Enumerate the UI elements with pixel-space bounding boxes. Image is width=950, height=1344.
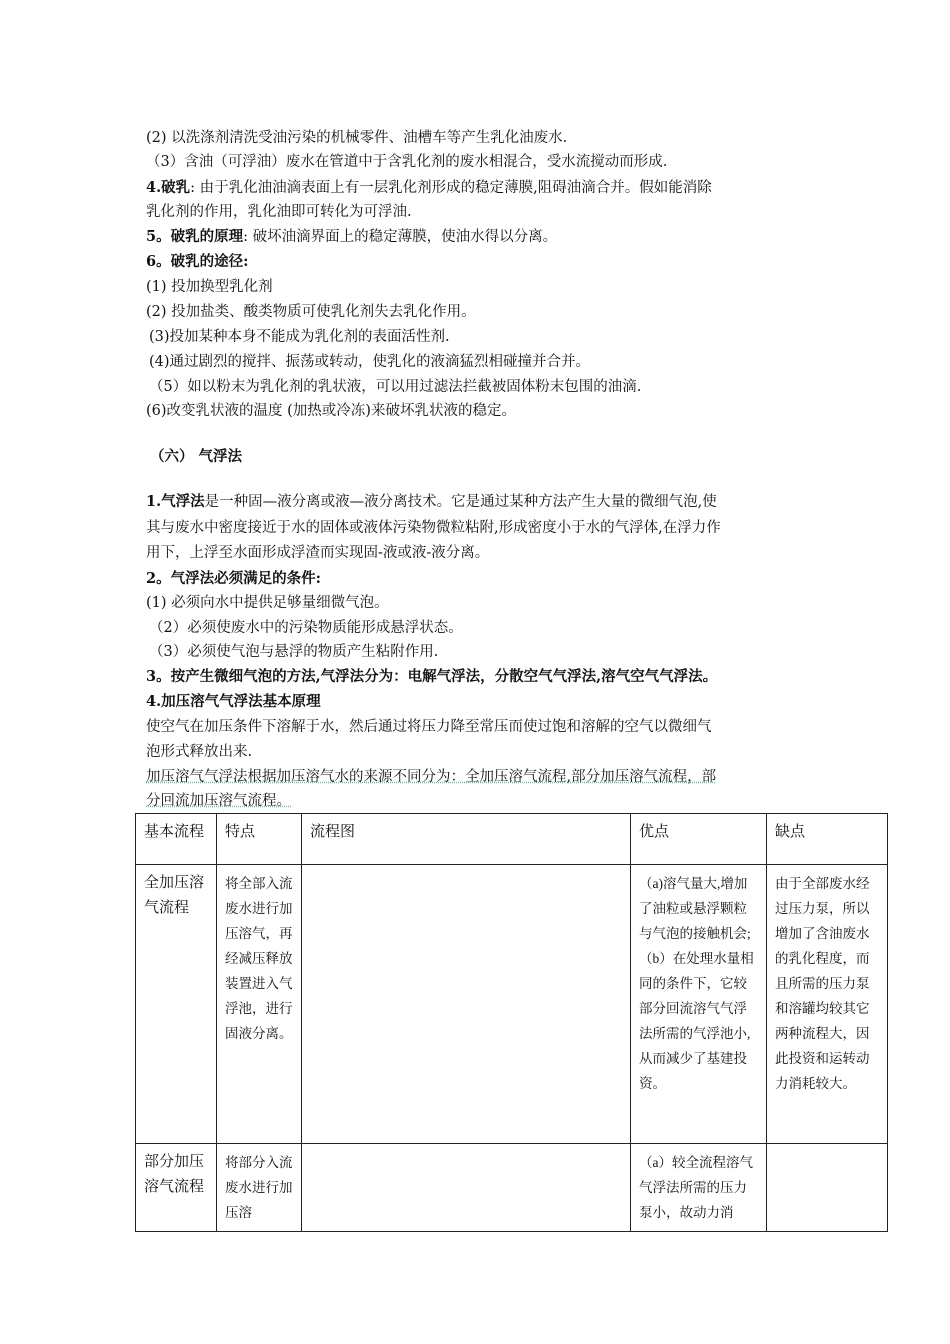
text-line: (6)改变乳状液的温度 (加热或冷冻)来破坏乳状液的稳定。	[146, 403, 516, 419]
text-line: 使空气在加压条件下溶解于水，然后通过将压力降至常压而使过饱和溶解的空气以微细气	[146, 719, 712, 735]
table-row	[136, 865, 888, 1144]
diagram-cell	[302, 1144, 631, 1232]
table-row	[136, 1144, 888, 1232]
text-line: (4)通过剧烈的搅拌、振荡或转动，使乳化的液滴猛烈相碰撞并合并。	[149, 354, 591, 370]
pros-cell: （a)溶气量大,增加了油粒或悬浮颗粒与气泡的接触机会;（b）在处理水量相同的条件下，它较部分回流溶气气浮法所需的气浮池小,从而减少了基建投资。	[631, 865, 767, 1144]
term-heading: 4.破乳	[146, 179, 191, 196]
text-line: (1) 必须向水中提供足够量细微气泡。	[146, 595, 389, 611]
text-line: (1) 投加换型乳化剂	[146, 279, 273, 295]
text-line: （3）必须使气泡与悬浮的物质产生粘附作用.	[149, 644, 439, 660]
diagram-cell	[302, 865, 631, 1144]
term-heading: 1.气浮法	[146, 493, 205, 510]
text-line: (2) 投加盐类、酸类物质可使乳化剂失去乳化作用。	[146, 304, 476, 320]
term-body: 是一种固—液分离或液—液分离技术。它是通过某种方法产生大量的微细气泡,使	[204, 494, 717, 510]
pros-cell: （a）较全流程溶气气浮法所需的压力泵小，故动力消	[631, 1144, 767, 1232]
table-header: 缺点	[767, 814, 888, 865]
text-line: (3)投加某种本身不能成为乳化剂的表面活性剂.	[149, 329, 450, 345]
process-name-cell: 部分加压溶气流程	[136, 1144, 217, 1232]
text-line	[146, 176, 712, 200]
cons-cell	[767, 1144, 888, 1232]
term-body: : 由于乳化油油滴表面上有一层乳化剂形成的稳定薄膜,阻碍油滴合并。假如能消除	[190, 180, 712, 196]
section-title: （六） 气浮法	[150, 448, 243, 465]
text-line: （5）如以粉末为乳化剂的乳状液，可以用过滤法拦截被固体粉末包围的油滴.	[149, 379, 642, 395]
text-line: (2) 以洗涤剂清洗受油污染的机械零件、油槽车等产生乳化油废水.	[146, 130, 568, 146]
text-line	[146, 490, 717, 514]
table-header: 特点	[217, 814, 302, 865]
table-header: 优点	[631, 814, 767, 865]
text-line: （2）必须使废水中的污染物质能形成悬浮状态。	[149, 620, 463, 636]
text-line: 泡形式释放出来.	[146, 744, 253, 760]
text-line: 乳化剂的作用，乳化油即可转化为可浮油.	[146, 204, 412, 220]
term-heading: 5。破乳的原理	[146, 228, 244, 245]
text-line: （3）含油（可浮油）废水在管道中于含乳化剂的废水相混合，受水流搅动而形成.	[146, 154, 668, 170]
text-line: 分回流加压溶气流程。	[146, 793, 291, 809]
text-heading: 4.加压溶气气浮法基本原理	[146, 693, 321, 710]
process-name-cell: 全加压溶气流程	[136, 865, 217, 1144]
table-header: 流程图	[302, 814, 631, 865]
cons-cell: 由于全部废水经过压力泵，所以增加了含油废水的乳化程度，而且所需的压力泵和溶罐均较其它两种流程大，因此投资和运转动力消耗较大。	[767, 865, 888, 1144]
text-line: 其与废水中密度接近于水的固体或液体污染物微粒粘附,形成密度小于水的气浮体,在浮力作	[146, 520, 721, 536]
term-body: : 破坏油滴界面上的稳定薄膜，使油水得以分离。	[243, 229, 558, 245]
text-heading: 2。气浮法必须满足的条件:	[146, 570, 321, 587]
text-line: 用下，上浮至水面形成浮渣而实现固-液或液-液分离。	[146, 545, 490, 561]
table-header: 基本流程	[136, 814, 217, 865]
text-heading: 6。破乳的途径:	[146, 253, 249, 270]
feature-cell: 将全部入流废水进行加压溶气，再经减压释放装置进入气浮池，进行固液分离。	[217, 865, 302, 1144]
text-line: 加压溶气气浮法根据加压溶气水的来源不同分为：全加压溶气流程,部分加压溶气流程，部	[146, 769, 717, 785]
table-header-row	[136, 814, 888, 865]
text-heading: 3。按产生微细气泡的方法,气浮法分为：电解气浮法，分散空气气浮法,溶气空气气浮法。	[146, 668, 718, 685]
feature-cell: 将部分入流废水进行加压溶	[217, 1144, 302, 1232]
process-table	[135, 813, 888, 1232]
text-line	[146, 225, 557, 249]
